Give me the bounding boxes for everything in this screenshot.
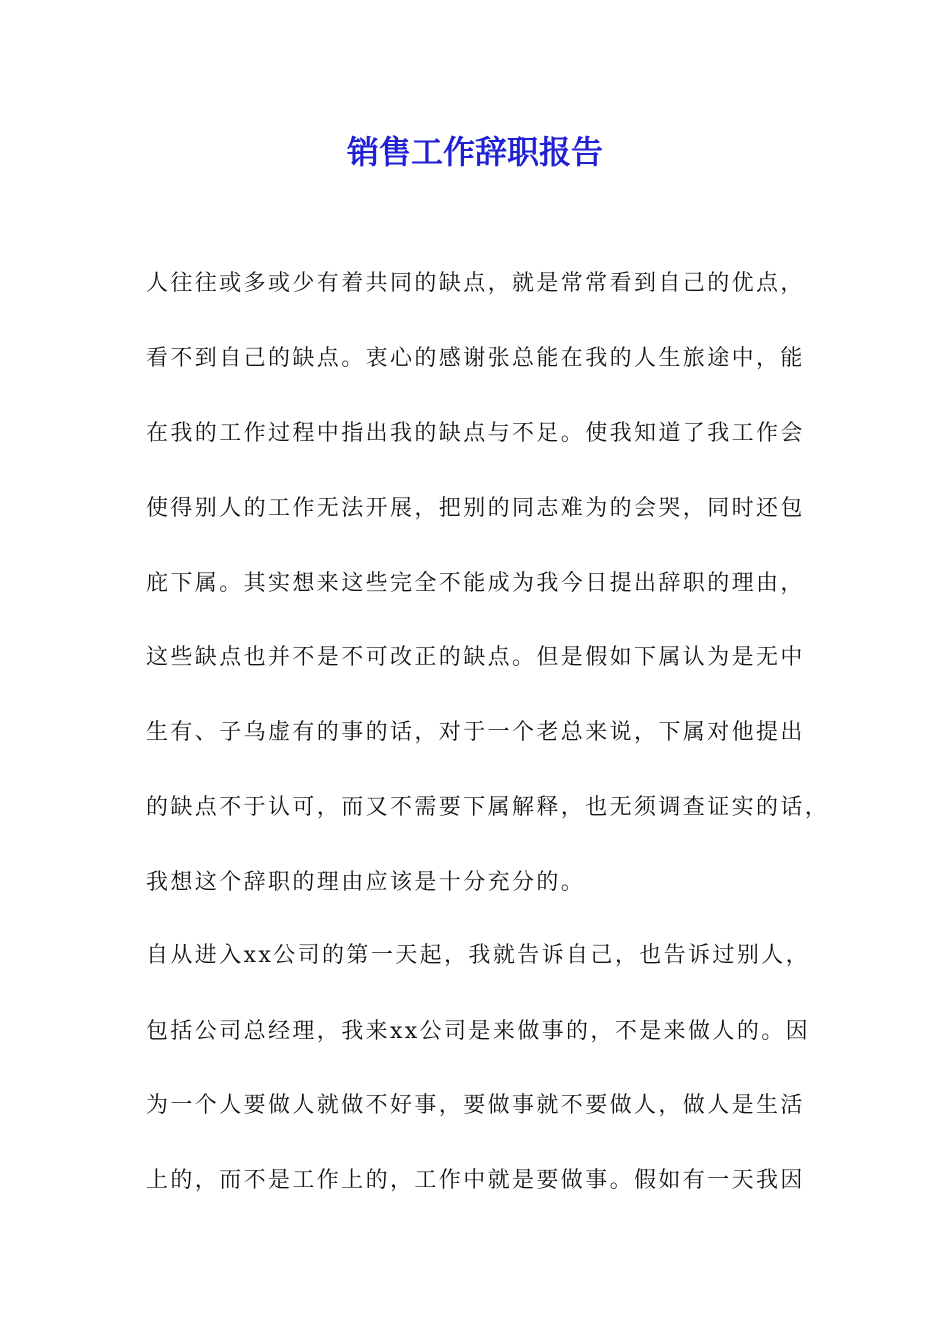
- body-line: 在我的工作过程中指出我的缺点与不足。使我知道了我工作会: [146, 421, 805, 446]
- body-line: 自从进入xx公司的第一天起，我就告诉自己，也告诉过别人，: [146, 943, 811, 968]
- body-line: 为一个人要做人就做不好事，要做事就不要做人，做人是生活: [146, 1093, 805, 1118]
- body-line: 包括公司总经理，我来xx公司是来做事的，不是来做人的。因: [146, 1019, 811, 1044]
- body-line: 我想这个辞职的理由应该是十分充分的。: [146, 870, 586, 895]
- body-line: 看不到自己的缺点。衷心的感谢张总能在我的人生旅途中，能: [146, 346, 805, 371]
- body-line: 人往往或多或少有着共同的缺点，就是常常看到自己的优点，: [146, 271, 805, 296]
- body-line: 的缺点不于认可，而又不需要下属解释，也无须调查证实的话，: [146, 795, 830, 820]
- body-line: 生有、子乌虚有的事的话，对于一个老总来说，下属对他提出: [146, 720, 805, 745]
- body-line: 这些缺点也并不是不可改正的缺点。但是假如下属认为是无中: [146, 645, 805, 670]
- body-line: 上的，而不是工作上的，工作中就是要做事。假如有一天我因: [146, 1168, 805, 1193]
- body-line: 使得别人的工作无法开展，把别的同志难为的会哭，同时还包: [146, 496, 805, 521]
- document-title: 销售工作辞职报告: [346, 133, 603, 171]
- body-line: 庇下属。其实想来这些完全不能成为我今日提出辞职的理由，: [146, 571, 805, 596]
